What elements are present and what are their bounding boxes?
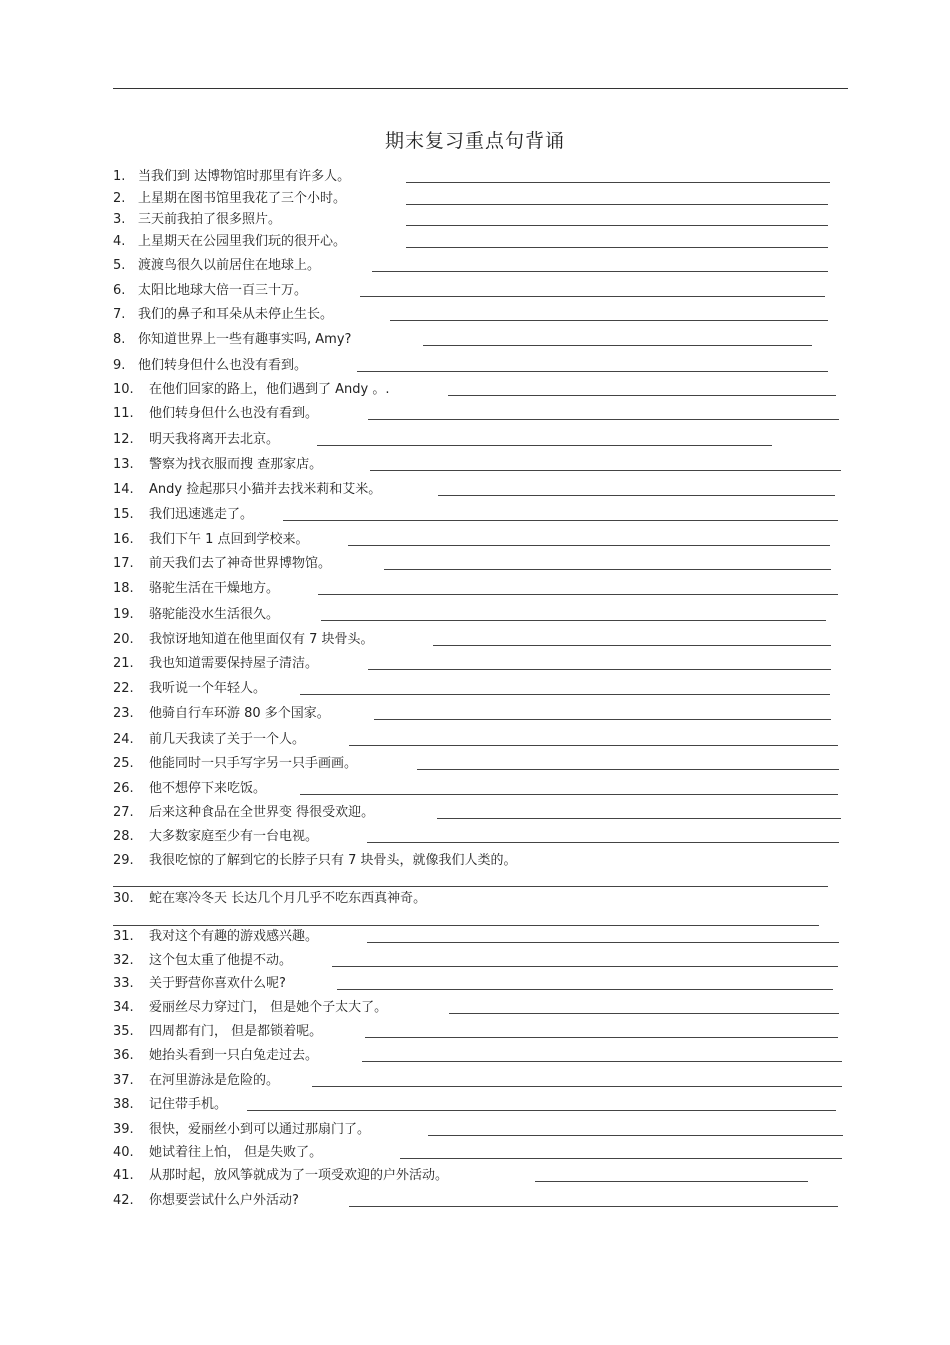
answer-line[interactable] bbox=[318, 594, 838, 595]
answer-line[interactable] bbox=[368, 419, 839, 420]
answer-line[interactable] bbox=[428, 1135, 843, 1136]
answer-line[interactable] bbox=[400, 1158, 842, 1159]
item-number: 26. bbox=[113, 781, 134, 796]
answer-line[interactable] bbox=[349, 1206, 838, 1207]
item-number: 12. bbox=[113, 432, 134, 447]
answer-line[interactable] bbox=[317, 445, 772, 446]
item-number: 10. bbox=[113, 382, 134, 397]
item-number: 1. bbox=[113, 169, 126, 184]
answer-line[interactable] bbox=[332, 966, 838, 967]
item-number: 9. bbox=[113, 358, 126, 373]
item-sentence: 上星期天在公园里我们玩的很开心。 bbox=[138, 234, 347, 249]
item-number: 4. bbox=[113, 234, 126, 249]
item-sentence: 在他们回家的路上，他们遇到了 Andy 。. bbox=[149, 382, 390, 397]
answer-line[interactable] bbox=[372, 271, 828, 272]
item-number: 36. bbox=[113, 1048, 134, 1063]
item-number: 23. bbox=[113, 706, 134, 721]
item-sentence: 我也知道需要保持屋子清洁。 bbox=[149, 656, 319, 671]
item-number: 28. bbox=[113, 829, 134, 844]
answer-line[interactable] bbox=[113, 886, 828, 887]
item-number: 7. bbox=[113, 307, 126, 322]
item-sentence: 渡渡鸟很久以前居住在地球上。 bbox=[138, 258, 321, 273]
item-number: 14. bbox=[113, 482, 134, 497]
item-number: 24. bbox=[113, 732, 134, 747]
item-sentence: 当我们到 达博物馆时那里有许多人。 bbox=[138, 169, 351, 184]
item-sentence: 你知道世界上一些有趣事实吗, Amy? bbox=[138, 332, 352, 347]
item-number: 20. bbox=[113, 632, 134, 647]
answer-line[interactable] bbox=[321, 620, 826, 621]
answer-line[interactable] bbox=[449, 1013, 839, 1014]
answer-line[interactable] bbox=[312, 1086, 842, 1087]
item-sentence: 他们转身但什么也没有看到。 bbox=[138, 358, 308, 373]
item-number: 3. bbox=[113, 212, 126, 227]
item-sentence: 太阳比地球大倍一百三十万。 bbox=[138, 283, 308, 298]
item-number: 34. bbox=[113, 1000, 134, 1015]
item-sentence: 他骑自行车环游 80 多个国家。 bbox=[149, 706, 330, 721]
item-number: 22. bbox=[113, 681, 134, 696]
answer-line[interactable] bbox=[349, 745, 838, 746]
answer-line[interactable] bbox=[406, 204, 828, 205]
item-number: 8. bbox=[113, 332, 126, 347]
item-sentence: 我很吃惊的了解到它的长脖子只有 7 块骨头，就像我们人类的。 bbox=[149, 853, 517, 868]
answer-line[interactable] bbox=[300, 794, 838, 795]
item-sentence: 你想要尝试什么户外活动? bbox=[149, 1193, 299, 1208]
item-sentence: 上星期在图书馆里我花了三个小时。 bbox=[138, 191, 347, 206]
item-sentence: 警察为找衣服而搜 查那家店。 bbox=[149, 457, 323, 472]
item-number: 29. bbox=[113, 853, 134, 868]
answer-line[interactable] bbox=[535, 1181, 808, 1182]
item-sentence: 记住带手机。 bbox=[149, 1097, 228, 1112]
item-sentence: 在河里游泳是危险的。 bbox=[149, 1073, 280, 1088]
item-number: 6. bbox=[113, 283, 126, 298]
item-number: 27. bbox=[113, 805, 134, 820]
item-sentence: 后来这种食品在全世界变 得很受欢迎。 bbox=[149, 805, 375, 820]
item-sentence: 关于野营你喜欢什么呢? bbox=[149, 976, 286, 991]
answer-line[interactable] bbox=[448, 395, 836, 396]
answer-line[interactable] bbox=[370, 470, 841, 471]
item-number: 17. bbox=[113, 556, 134, 571]
item-sentence: 蛇在寒冷冬天 长达几个月几乎不吃东西真神奇。 bbox=[149, 891, 427, 906]
answer-line[interactable] bbox=[423, 345, 812, 346]
item-sentence: 很快，爱丽丝小到可以通过那扇门了。 bbox=[149, 1122, 371, 1137]
answer-line[interactable] bbox=[368, 669, 831, 670]
item-number: 15. bbox=[113, 507, 134, 522]
answer-line[interactable] bbox=[362, 1061, 842, 1062]
item-number: 41. bbox=[113, 1168, 134, 1183]
item-number: 2. bbox=[113, 191, 126, 206]
item-number: 30. bbox=[113, 891, 134, 906]
item-sentence: 他能同时一只手写字另一只手画画。 bbox=[149, 756, 358, 771]
item-sentence: 我们迅速逃走了。 bbox=[149, 507, 254, 522]
item-number: 42. bbox=[113, 1193, 134, 1208]
item-sentence: 我们下午 1 点回到学校来。 bbox=[149, 532, 309, 547]
item-number: 40. bbox=[113, 1145, 134, 1160]
item-number: 37. bbox=[113, 1073, 134, 1088]
answer-line[interactable] bbox=[360, 296, 825, 297]
item-number: 31. bbox=[113, 929, 134, 944]
answer-line[interactable] bbox=[357, 371, 828, 372]
item-sentence: 爱丽丝尽力穿过门， 但是她个子太大了。 bbox=[149, 1000, 388, 1015]
answer-line[interactable] bbox=[365, 1037, 838, 1038]
answer-line[interactable] bbox=[417, 769, 839, 770]
answer-line[interactable] bbox=[367, 942, 839, 943]
item-sentence: Andy 捡起那只小猫并去找米莉和艾米。 bbox=[149, 482, 382, 497]
item-sentence: 骆驼能没水生活很久。 bbox=[149, 607, 280, 622]
answer-line[interactable] bbox=[438, 495, 835, 496]
item-sentence: 四周都有门， 但是都锁着呢。 bbox=[149, 1024, 323, 1039]
item-number: 33. bbox=[113, 976, 134, 991]
item-sentence: 三天前我拍了很多照片。 bbox=[138, 212, 282, 227]
item-sentence: 前天我们去了神奇世界博物馆。 bbox=[149, 556, 332, 571]
item-sentence: 这个包太重了他提不动。 bbox=[149, 953, 293, 968]
item-sentence: 她抬头看到一只白兔走过去。 bbox=[149, 1048, 319, 1063]
item-sentence: 我对这个有趣的游戏感兴趣。 bbox=[149, 929, 319, 944]
item-sentence: 我们的鼻子和耳朵从未停止生长。 bbox=[138, 307, 334, 322]
answer-line[interactable] bbox=[374, 719, 831, 720]
item-number: 21. bbox=[113, 656, 134, 671]
item-sentence: 从那时起，放风筝就成为了一项受欢迎的户外活动。 bbox=[149, 1168, 449, 1183]
answer-line[interactable] bbox=[247, 1110, 836, 1111]
item-number: 11. bbox=[113, 406, 134, 421]
item-number: 5. bbox=[113, 258, 126, 273]
item-sentence: 她试着往上怕， 但是失败了。 bbox=[149, 1145, 323, 1160]
item-number: 39. bbox=[113, 1122, 134, 1137]
answer-line[interactable] bbox=[367, 842, 839, 843]
item-number: 13. bbox=[113, 457, 134, 472]
answer-line[interactable] bbox=[283, 520, 838, 521]
item-sentence: 我听说一个年轻人。 bbox=[149, 681, 267, 696]
item-number: 19. bbox=[113, 607, 134, 622]
answer-line[interactable] bbox=[406, 182, 830, 183]
answer-line[interactable] bbox=[390, 320, 828, 321]
answer-line[interactable] bbox=[437, 818, 841, 819]
page-title: 期末复习重点句背诵 bbox=[384, 130, 565, 152]
item-sentence: 大多数家庭至少有一台电视。 bbox=[149, 829, 319, 844]
item-sentence: 骆驼生活在干燥地方。 bbox=[149, 581, 280, 596]
item-number: 18. bbox=[113, 581, 134, 596]
item-sentence: 他们转身但什么也没有看到。 bbox=[149, 406, 319, 421]
answer-line[interactable] bbox=[406, 247, 828, 248]
answer-line[interactable] bbox=[406, 225, 828, 226]
answer-line[interactable] bbox=[384, 569, 831, 570]
item-number: 38. bbox=[113, 1097, 134, 1112]
answer-line[interactable] bbox=[348, 545, 830, 546]
item-number: 35. bbox=[113, 1024, 134, 1039]
item-sentence: 明天我将离开去北京。 bbox=[149, 432, 280, 447]
answer-line[interactable] bbox=[433, 645, 831, 646]
item-number: 16. bbox=[113, 532, 134, 547]
answer-line[interactable] bbox=[337, 989, 833, 990]
item-sentence: 我惊讶地知道在他里面仅有 7 块骨头。 bbox=[149, 632, 374, 647]
item-sentence: 前几天我读了关于一个人。 bbox=[149, 732, 306, 747]
answer-line[interactable] bbox=[300, 694, 830, 695]
item-number: 32. bbox=[113, 953, 134, 968]
item-sentence: 他不想停下来吃饭。 bbox=[149, 781, 267, 796]
item-number: 25. bbox=[113, 756, 134, 771]
